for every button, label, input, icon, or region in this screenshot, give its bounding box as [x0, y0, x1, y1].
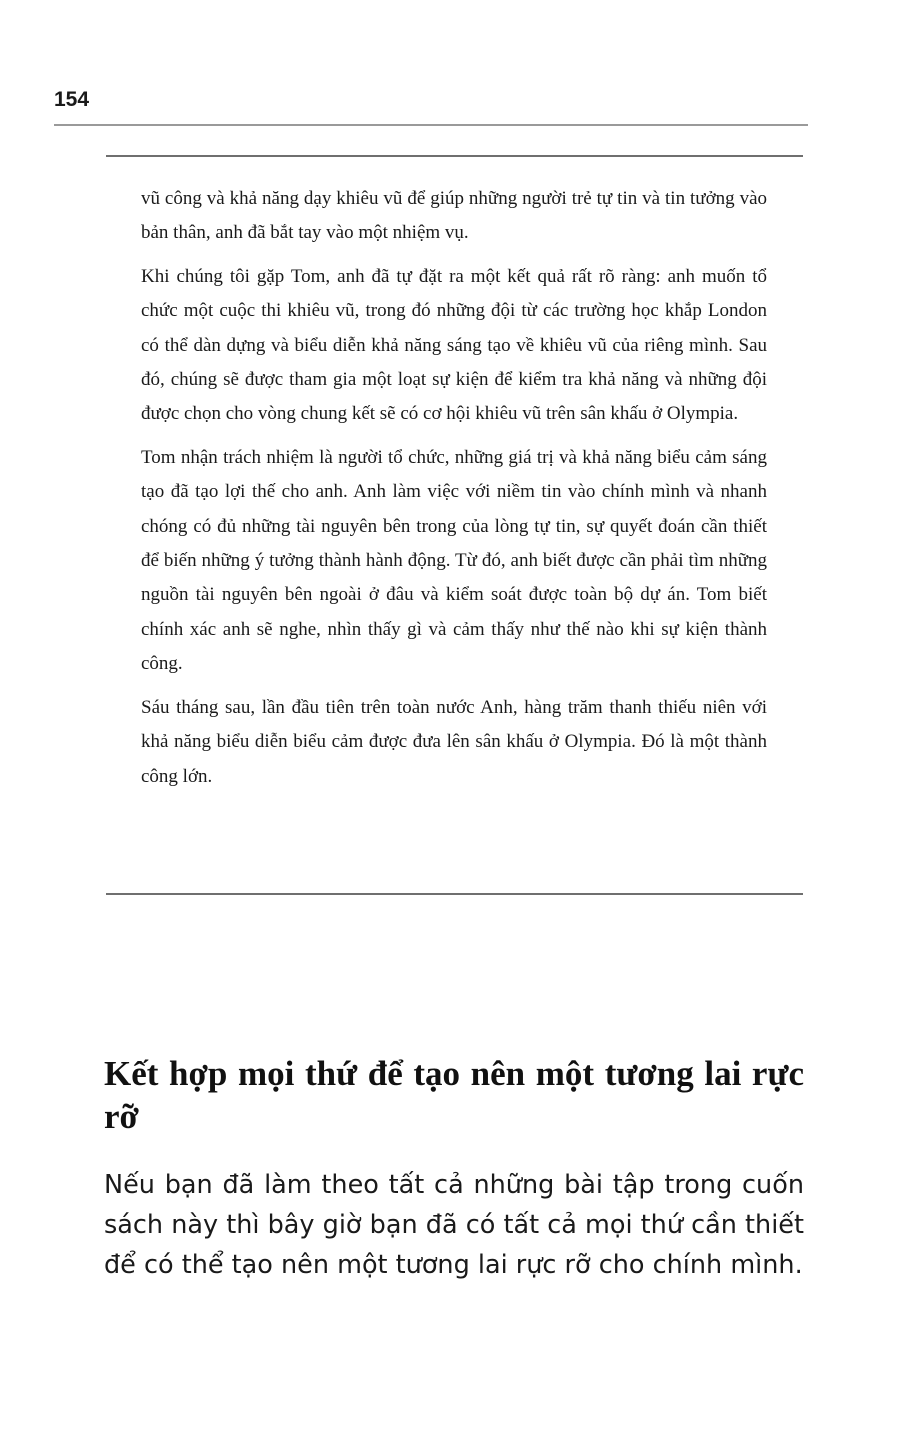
case-study-bottom-rule — [106, 893, 803, 895]
case-study-paragraph-1: vũ công và khả năng dạy khiêu vũ để giúp những người trẻ tự tin và tin tưởng vào bản thân, anh đã bắt tay vào một nhiệm vụ. — [141, 188, 767, 244]
section-heading: Kết hợp mọi thứ để tạo nên một tương lai rực rỡ — [104, 1054, 804, 1136]
case-study-paragraph-4: Sáu tháng sau, lần đầu tiên trên toàn nước Anh, hàng trăm thanh thiếu niên với khả năng biểu diễn biểu cảm được đưa lên sân khấu ở Olympia. Đó là một thành công lớn. — [141, 696, 767, 787]
header-rule — [54, 124, 808, 126]
case-study-paragraph-2: Khi chúng tôi gặp Tom, anh đã tự đặt ra một kết quả rất rõ ràng: anh muốn tổ chức một cuộc thi khiêu vũ, trong đó những đội từ các trường học khắp London có thể dàn dựng và biểu diễn khả năng sáng tạo về khiêu vũ của riêng mình. Sau đó, chúng sẽ được tham gia một loạt sự kiện để kiểm tra khả năng và những đội được chọn cho vòng chung kết sẽ có cơ hội khiêu vũ trên sân khấu ở Olympia. — [141, 265, 767, 425]
case-study-top-rule — [106, 155, 803, 157]
page-number: 154 — [54, 88, 90, 111]
case-study-box — [141, 182, 767, 803]
case-study-paragraph-3: Tom nhận trách nhiệm là người tổ chức, những giá trị và khả năng biểu cảm sáng tạo đã tạo lợi thế cho anh. Anh làm việc với niềm tin vào chính mình và nhanh chóng có đủ những tài nguyên bên trong của lòng tự tin, sự quyết đoán cần thiết để biến những ý tưởng thành hành động. Từ đó, anh biết được cần phải tìm những nguồn tài nguyên bên ngoài ở đâu và kiểm soát được toàn bộ dự án. Tom biết chính xác anh sẽ nghe, nhìn thấy gì và cảm thấy như thế nào khi sự kiện thành công. — [141, 446, 767, 675]
section-intro-paragraph: Nếu bạn đã làm theo tất cả những bài tập trong cuốn sách này thì bây giờ bạn đã có tất cả mọi thứ cần thiết để có thể tạo nên một tương lai rực rỡ cho chính mình. — [104, 1170, 804, 1280]
